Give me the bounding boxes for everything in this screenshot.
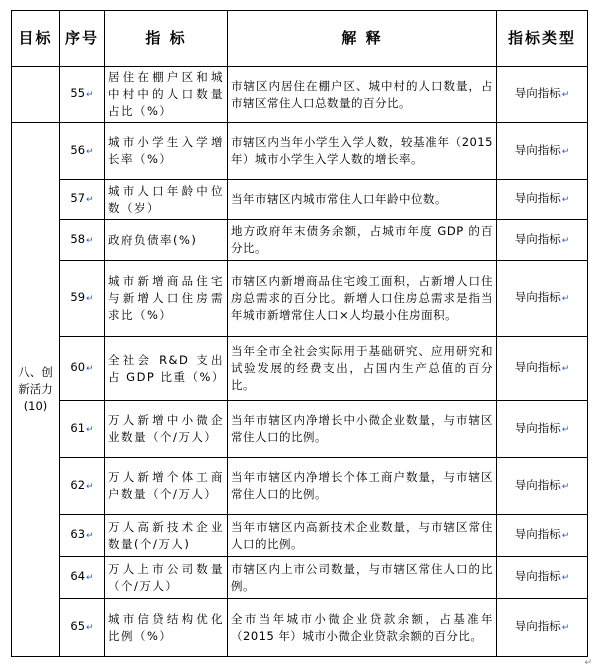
row-number: 56↵ xyxy=(60,123,105,180)
row-type: 导向指标↵ xyxy=(497,515,588,557)
header-explanation: 解 释 xyxy=(228,11,497,67)
table-row xyxy=(12,123,588,180)
row-indicator: 城市信贷结构优化比例（%） xyxy=(105,599,228,657)
row-number: 65↵ xyxy=(60,599,105,657)
row-indicator: 城市新增商品住宅与新增人口住房需求比（%） xyxy=(105,261,228,337)
table-row xyxy=(12,337,588,401)
row-indicator: 万人新增中小微企业数量（个/万人） xyxy=(105,401,228,458)
header-indicator: 指 标 xyxy=(105,11,228,67)
row-indicator: 政府负债率(%) xyxy=(105,220,228,261)
row-number: 62↵ xyxy=(60,458,105,515)
row-explanation: 全市当年城市小微企业贷款余额，占基准年（2015 年）城市小微企业贷款余额的百分比。 xyxy=(228,599,497,657)
row-explanation: 市辖区内上市公司数量，与市辖区常住人口的比例。 xyxy=(228,557,497,599)
row-number: 61↵ xyxy=(60,401,105,458)
table-row xyxy=(12,220,588,261)
row-explanation: 市辖区内居住在棚户区、城中村的人口数量，占市辖区常住人口总数量的百分比。 xyxy=(228,67,497,123)
table-row xyxy=(12,515,588,557)
row-explanation: 当年市辖区内净增长中小微企业数量，与市辖区常住人口的比例。 xyxy=(228,401,497,458)
row-indicator: 全社会 R&D 支出占 GDP 比重（%） xyxy=(105,337,228,401)
row-explanation: 当年市辖区内净增长个体工商户数量，与市辖区常住人口的比例。 xyxy=(228,458,497,515)
header-type: 指标类型 xyxy=(497,11,588,67)
row-type: 导向指标↵ xyxy=(497,337,588,401)
row-type: 导向指标↵ xyxy=(497,261,588,337)
row-number: 57↵ xyxy=(60,180,105,220)
row-type: 导向指标↵ xyxy=(497,401,588,458)
row-type: 导向指标↵ xyxy=(497,67,588,123)
table-row xyxy=(12,458,588,515)
row-indicator: 万人高新技术企业数量(个/万人) xyxy=(105,515,228,557)
header-goal: 目标 xyxy=(12,11,60,67)
row-type: 导向指标↵ xyxy=(497,123,588,180)
row-number: 60↵ xyxy=(60,337,105,401)
row-number: 55↵ xyxy=(60,67,105,123)
row-number: 58↵ xyxy=(60,220,105,261)
row-indicator: 城市人口年龄中位数（岁） xyxy=(105,180,228,220)
row-indicator: 居住在棚户区和城中村中的人口数量占比（%） xyxy=(105,67,228,123)
row-number: 64↵ xyxy=(60,557,105,599)
table-row xyxy=(12,401,588,458)
header-no: 序号 xyxy=(60,11,105,67)
row-type: 导向指标↵ xyxy=(497,599,588,657)
indicator-table xyxy=(11,10,588,657)
table-row xyxy=(12,180,588,220)
row-indicator: 城市小学生入学增长率（%） xyxy=(105,123,228,180)
row-type: 导向指标↵ xyxy=(497,180,588,220)
row-type: 导向指标↵ xyxy=(497,458,588,515)
table-row xyxy=(12,557,588,599)
row-explanation: 市辖区内新增商品住宅竣工面积，占新增人口住房总需求的百分比。新增人口住房总需求是指当年城市新增常住人口×人均最小住房面积。 xyxy=(228,261,497,337)
row-explanation: 市辖区内当年小学生入学人数，较基准年（2015 年）城市小学生入学人数的增长率。 xyxy=(228,123,497,180)
row-explanation: 地方政府年末债务余额，占城市年度 GDP 的百分比。 xyxy=(228,220,497,261)
goal-cell-previous xyxy=(12,67,60,123)
table-row xyxy=(12,261,588,337)
row-explanation: 当年全市全社会实际用于基础研究、应用研究和试验发展的经费支出，占国内生产总值的百分比。 xyxy=(228,337,497,401)
row-explanation: 当年市辖区内城市常住人口年龄中位数。 xyxy=(228,180,497,220)
row-number: 59↵ xyxy=(60,261,105,337)
paragraph-mark-icon: ↵ xyxy=(584,658,592,668)
table-row xyxy=(12,67,588,123)
row-type: 导向指标↵ xyxy=(497,220,588,261)
row-type: 导向指标↵ xyxy=(497,557,588,599)
table-header-row xyxy=(12,11,588,67)
row-indicator: 万人新增个体工商户数量（个/万人） xyxy=(105,458,228,515)
row-indicator: 万人上市公司数量（个/万人） xyxy=(105,557,228,599)
row-explanation: 当年市辖区内高新技术企业数量，与市辖区常住人口的比例。 xyxy=(228,515,497,557)
goal-cell-innovation: 八、创新活力(10) xyxy=(12,123,60,657)
row-number: 63↵ xyxy=(60,515,105,557)
table-row xyxy=(12,599,588,657)
